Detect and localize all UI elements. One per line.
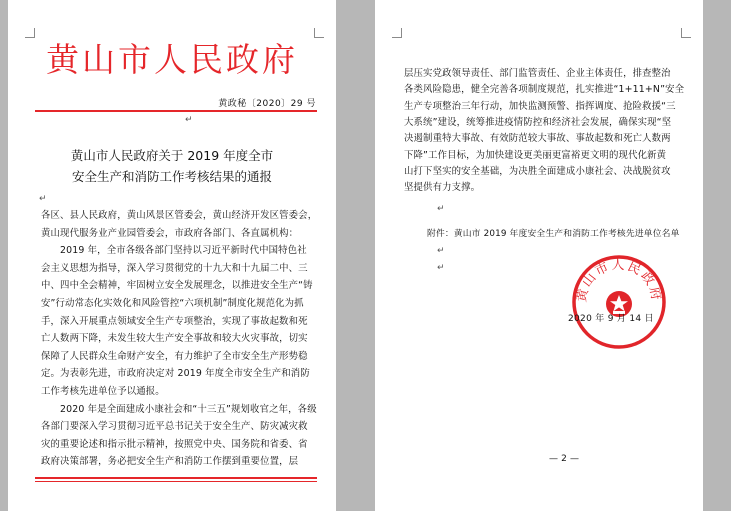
crop-mark [314, 28, 324, 38]
body-line: 山打下坚实的安全基础，为决胜全面建成小康社会、决战脱贫攻 [404, 165, 671, 177]
header-red-rule [35, 110, 317, 112]
body-line: 各部门要深入学习贯彻习近平总书记关于安全生产、防灾减灾救 [41, 421, 308, 433]
body-line: 亡人数两下降，未发生较大生产安全事故和较大火灾事故，切实 [41, 333, 308, 345]
body-line: 生产专项整治三年行动，加快监测预警、指挥调度、抢险救援“三 [404, 100, 676, 112]
paragraph-mark: ↵ [185, 115, 193, 125]
body-line: 定。为表彰先进，市政府决定对 2019 年度全市安全生产和消防 [41, 368, 310, 380]
body-line: 下降”工作目标，为加快建设更美丽更富裕更文明的现代化新黄 [404, 149, 667, 161]
heading-line-1: 黄山市人民政府关于 2019 年度全市 [70, 148, 274, 163]
body-line: 工作考核先进单位予以通报。 [41, 386, 165, 397]
signature-date: 2020 年 9 月 14 日 [568, 314, 654, 324]
document-page-left [8, 0, 336, 511]
footer-red-rule [35, 477, 317, 479]
body-line: 会主义思想为指导，深入学习贯彻党的十九大和十九届二中、三 [41, 262, 308, 274]
body-line: 手，深入开展重点领域安全生产专项整治，实现了事故起数和死 [41, 315, 308, 327]
body-line: 灾的重要论述和指示批示精神，按照党中央、国务院和省委、省 [41, 438, 308, 450]
crop-mark [392, 28, 402, 38]
paragraph-mark: ↵ [437, 204, 445, 214]
paragraph-mark: ↵ [437, 246, 445, 256]
body-line: 大系统”建设，统筹推进疫情防控和经济社会发展，确保实现“坚 [404, 116, 672, 128]
body-line: 保障了人民群众生命财产安全，有力维护了全市安全生产形势稳 [41, 350, 308, 362]
body-line: 2019 年，全市各级各部门坚持以习近平新时代中国特色社 [41, 245, 307, 257]
attachment-line: 附件：黄山市 2019 年度安全生产和消防工作考核先进单位名单 [427, 229, 680, 239]
body-line: 各类风险隐患，健全完善各项制度规范，扎实推进“1+11+N”安全 [404, 84, 685, 96]
body-line: 中、四中全会精神，牢固树立安全发展理念，以推进安全生产“铸 [41, 280, 313, 292]
body-line: 层压实党政领导责任、部门监管责任、企业主体责任，排查整治 [404, 68, 671, 79]
header-title: 黄山市人民政府 [46, 40, 298, 79]
body-line: 黄山现代服务业产业园管委会，市政府各部门、各直属机构： [41, 227, 299, 239]
document-number: 黄政秘〔2020〕29 号 [218, 99, 316, 109]
footer-red-rule-thin [35, 481, 317, 482]
seal-text: 黄山市人民政府 [574, 257, 664, 304]
body-line: 各区、县人民政府，黄山风景区管委会，黄山经济开发区管委会， [41, 210, 318, 221]
body-line: 2020 年是全面建成小康社会和“十三五”规划收官之年，各级 [41, 403, 317, 415]
crop-mark [25, 28, 35, 38]
body-line: 安”行动常态化实效化和风险管控“六项机制”制度化规范化为抓 [41, 298, 304, 309]
body-line: 决遏制重特大事故、有效防范较大事故、事故起数和死亡人数两 [404, 133, 671, 145]
heading-line-2: 安全生产和消防工作考核结果的通报 [71, 169, 272, 184]
paragraph-mark: ↵ [437, 263, 445, 273]
page-number: — 2 — [549, 454, 580, 464]
crop-mark [681, 28, 691, 38]
paragraph-mark: ↵ [39, 194, 47, 204]
body-line: 政府决策部署，务必把安全生产和消防工作摆到重要位置，层 [41, 456, 299, 468]
body-line: 坚提供有力支撑。 [404, 182, 481, 194]
official-seal [569, 252, 669, 352]
